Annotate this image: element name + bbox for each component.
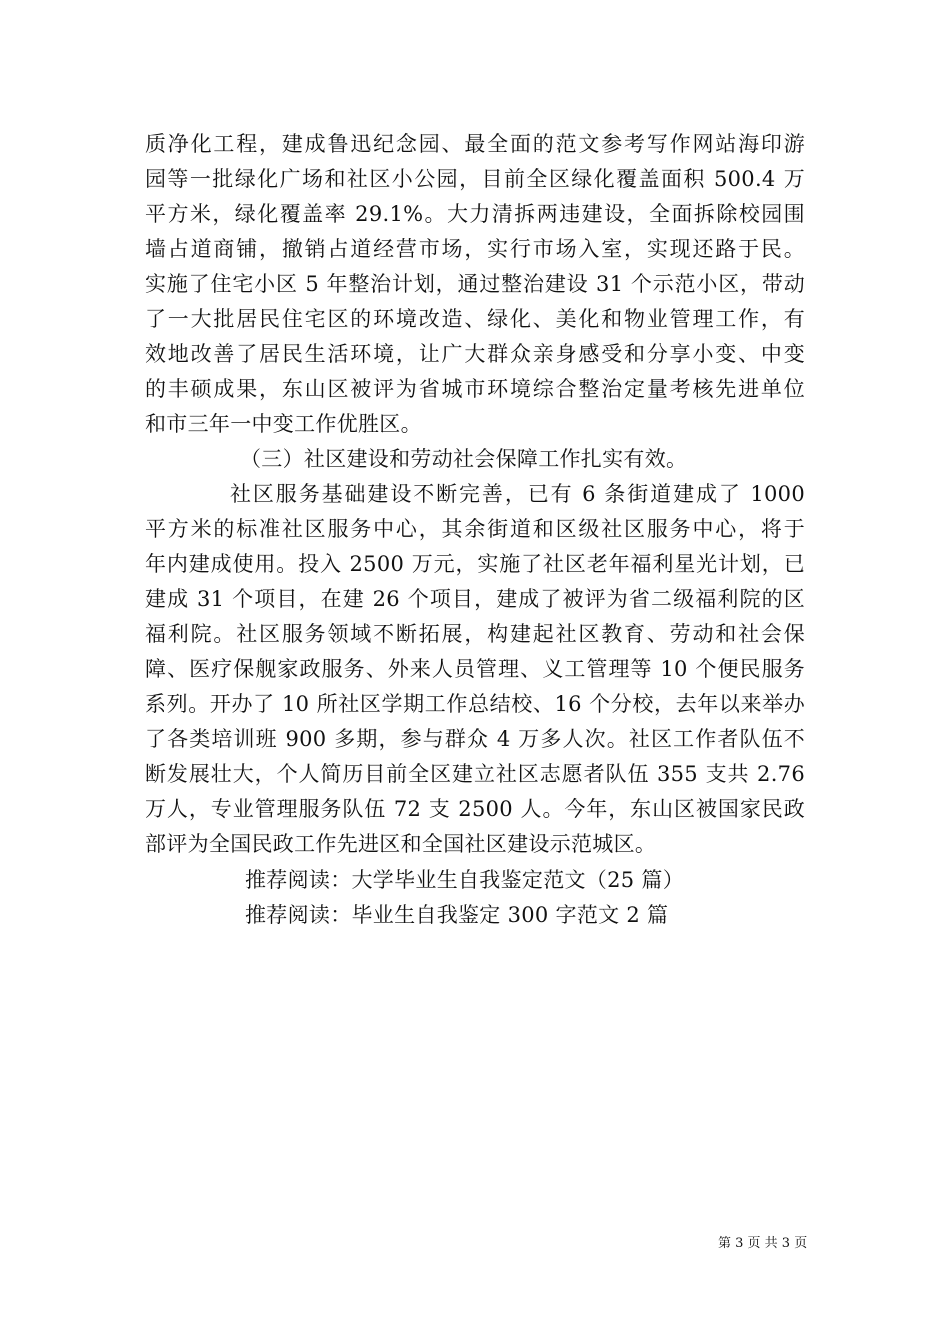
body-line-7: 效地改善了居民生活环境，让广大群众亲身感受和分享小变、中变: [145, 342, 805, 366]
body-line-6: 了一大批居民住宅区的环境改造、绿化、美化和物业管理工作，有: [145, 307, 805, 331]
body-line-9: 和市三年一中变工作优胜区。: [145, 412, 422, 436]
body-line-13: 年内建成使用。投入 2500 万元，实施了社区老年福利星光计划，已: [145, 552, 805, 576]
body-line-2: 园等一批绿化广场和社区小公园，目前全区绿化覆盖面积 500.4 万: [145, 167, 805, 191]
body-line-8: 的丰硕成果，东山区被评为省城市环境综合整治定量考核先进单位: [145, 377, 805, 401]
body-line-11: 社区服务基础建设不断完善，已有 6 条街道建成了 1000: [230, 482, 805, 506]
section-heading: （三）社区建设和劳动社会保障工作扎实有效。: [240, 447, 688, 471]
body-line-21: 部评为全国民政工作先进区和全国社区建设示范城区。: [145, 832, 657, 856]
body-line-3: 平方米，绿化覆盖率 29.1%。大力清拆两违建设，全面拆除校园围: [145, 202, 805, 226]
body-line-1: 质净化工程，建成鲁迅纪念园、最全面的范文参考写作网站海印游: [145, 132, 805, 156]
body-line-12: 平方米的标准社区服务中心，其余街道和区级社区服务中心，将于: [145, 517, 805, 541]
body-line-16: 障、医疗保舰家政服务、外来人员管理、义工管理等 10 个便民服务: [145, 657, 805, 681]
body-line-20: 万人，专业管理服务队伍 72 支 2500 人。今年，东山区被国家民政: [145, 797, 805, 821]
body-line-17: 系列。开办了 10 所社区学期工作总结校、16 个分校，去年以来举办: [145, 692, 805, 716]
recommended-reading-link-2[interactable]: 推荐阅读：毕业生自我鉴定 300 字范文 2 篇: [245, 903, 669, 927]
body-line-15: 福利院。社区服务领域不断拓展，构建起社区教育、劳动和社会保: [145, 622, 805, 646]
body-line-4: 墙占道商铺，撤销占道经营市场，实行市场入室，实现还路于民。: [145, 237, 805, 261]
page-number-footer: 第 3 页 共 3 页: [718, 1236, 808, 1251]
body-line-19: 断发展壮大，个人简历目前全区建立社区志愿者队伍 355 支共 2.76: [145, 762, 805, 786]
body-line-5: 实施了住宅小区 5 年整治计划，通过整治建设 31 个示范小区，带动: [145, 272, 805, 296]
body-line-18: 了各类培训班 900 多期，参与群众 4 万多人次。社区工作者队伍不: [145, 727, 805, 751]
recommended-reading-link-1[interactable]: 推荐阅读：大学毕业生自我鉴定范文（25 篇）: [245, 868, 684, 892]
body-line-14: 建成 31 个项目，在建 26 个项目，建成了被评为省二级福利院的区: [145, 587, 805, 611]
